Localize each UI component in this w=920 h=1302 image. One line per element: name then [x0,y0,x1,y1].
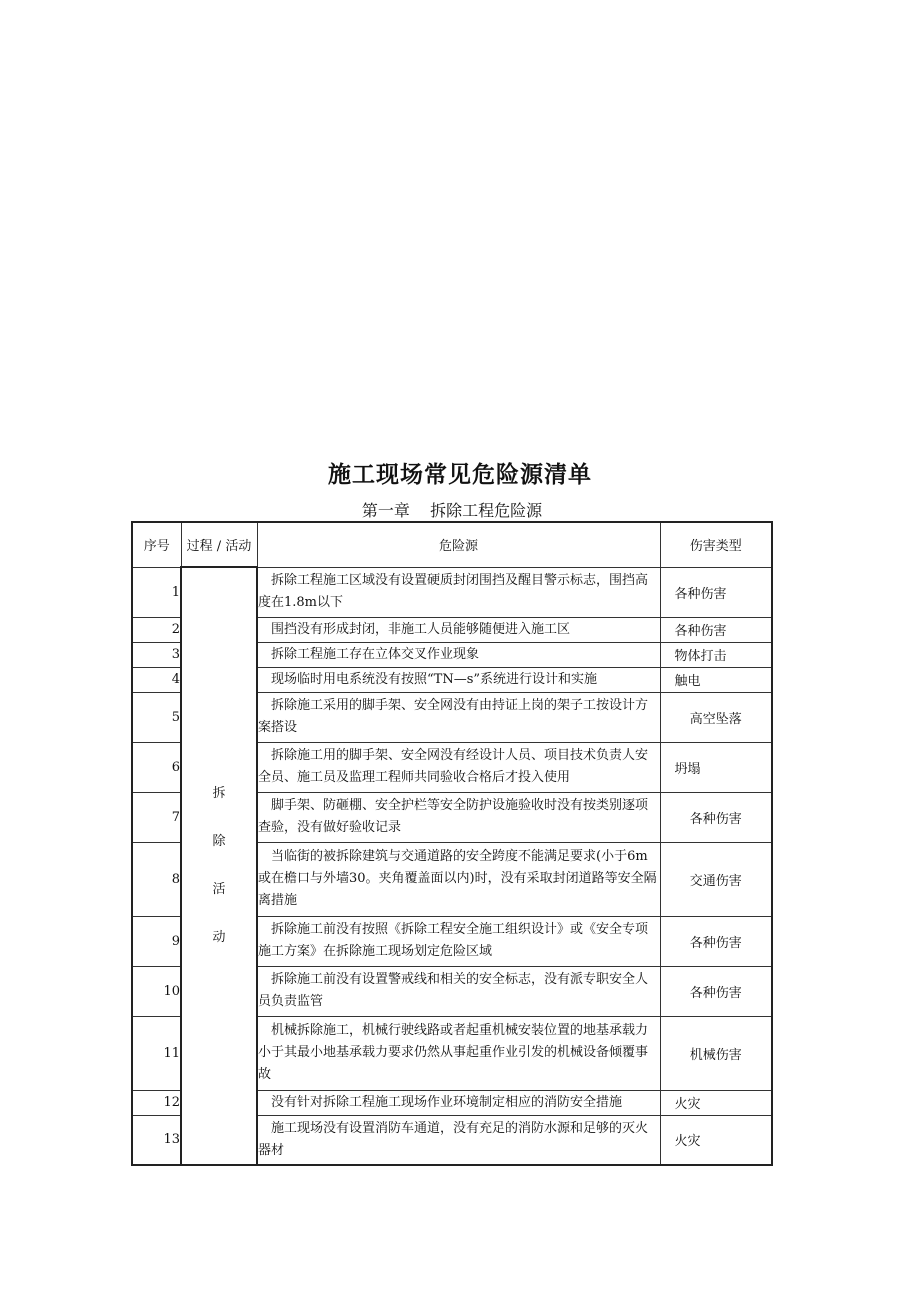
hazard-text: 拆除施工前没有按照《拆除工程安全施工组织设计》或《安全专项施工方案》在拆除施工现场划定危险区域 [257,916,660,966]
harm-type: 各种伤害 [660,617,772,642]
hazard-text: 脚手架、防砸棚、安全护栏等安全防护设施验收时没有按类别逐项查验，没有做好验收记录 [257,792,660,842]
hazard-text: 当临街的被拆除建筑与交通道路的安全跨度不能满足要求(小于6m或在檐口与外墙30。夹角覆盖面以内)时，没有采取封闭道路等安全隔离措施 [257,842,660,916]
hazard-table [131,521,773,1166]
hazard-text: 拆除工程施工存在立体交叉作业现象 [257,642,660,667]
hazard-text: 拆除工程施工区域没有设置硬质封闭围挡及醒目警示标志，围挡高度在1.8m以下 [257,567,660,617]
row-number: 12 [132,1090,181,1115]
hazard-text: 拆除施工前没有设置警戒线和相关的安全标志，没有派专职安全人员负责监管 [257,966,660,1016]
harm-type: 各种伤害 [660,792,772,842]
hazard-text: 拆除施工采用的脚手架、安全网没有由持证上岗的架子工按设计方案搭设 [257,692,660,742]
process-char: 拆 [212,786,226,801]
row-number: 10 [132,966,181,1016]
process-char: 动 [212,930,226,945]
harm-type: 机械伤害 [660,1016,772,1090]
hazard-text: 施工现场没有设置消防车通道，没有充足的消防水源和足够的灭火器材 [257,1115,660,1165]
harm-type: 各种伤害 [660,567,772,617]
row-number: 9 [132,916,181,966]
harm-type: 火灾 [660,1090,772,1115]
harm-type: 坍塌 [660,742,772,792]
row-number: 3 [132,642,181,667]
header-hazard: 危险源 [257,522,660,567]
row-number: 13 [132,1115,181,1165]
row-number: 11 [132,1016,181,1090]
header-num: 序号 [132,522,181,567]
hazard-text: 现场临时用电系统没有按照“TN—s”系统进行设计和实施 [257,667,660,692]
harm-type: 交通伤害 [660,842,772,916]
harm-type: 火灾 [660,1115,772,1165]
row-number: 6 [132,742,181,792]
table-row [132,567,772,617]
header-harm: 伤害类型 [660,522,772,567]
header-process: 过程 / 活动 [181,522,257,567]
row-number: 2 [132,617,181,642]
chapter-subtitle: 第一章 拆除工程危险源 [361,501,543,520]
row-number: 8 [132,842,181,916]
harm-type: 触电 [660,667,772,692]
process-cell [181,567,257,1165]
process-char: 除 [212,834,226,849]
row-number: 7 [132,792,181,842]
document-title: 施工现场常见危险源清单 [328,462,592,488]
row-number: 5 [132,692,181,742]
harm-type: 物体打击 [660,642,772,667]
harm-type: 高空坠落 [660,692,772,742]
table-header-row [132,522,772,567]
row-number: 1 [132,567,181,617]
harm-type: 各种伤害 [660,966,772,1016]
hazard-text: 没有针对拆除工程施工现场作业环境制定相应的消防安全措施 [257,1090,660,1115]
harm-type: 各种伤害 [660,916,772,966]
hazard-text: 拆除施工用的脚手架、安全网没有经设计人员、项目技术负责人安全员、施工员及监理工程师共同验收合格后才投入使用 [257,742,660,792]
hazard-text: 围挡没有形成封闭，非施工人员能够随便进入施工区 [257,617,660,642]
hazard-text: 机械拆除施工，机械行驶线路或者起重机械安装位置的地基承载力小于其最小地基承载力要求仍然从事起重作业引发的机械设备倾覆事故 [257,1016,660,1090]
row-number: 4 [132,667,181,692]
process-char: 活 [212,882,226,897]
